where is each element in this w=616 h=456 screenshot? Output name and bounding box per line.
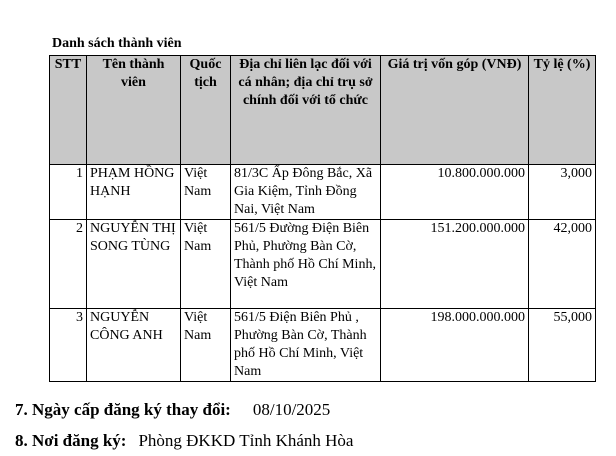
- row-nationality: Việt Nam: [181, 220, 231, 309]
- table-row: [50, 165, 596, 220]
- header-member-name: Tên thành viên: [87, 56, 181, 165]
- change-date-value: 08/10/2025: [252, 400, 331, 419]
- row-ratio: 3,000: [529, 165, 596, 220]
- table-row: [50, 220, 596, 309]
- row-nationality: Việt Nam: [181, 165, 231, 220]
- table-row: [50, 309, 596, 382]
- row-capital: 151.200.000.000: [381, 220, 529, 309]
- header-ratio: Tỷ lệ (%): [529, 56, 596, 165]
- header-stt: STT: [50, 56, 87, 165]
- row-capital: 198.000.000.000: [381, 309, 529, 382]
- change-date-label: 7. Ngày cấp đăng ký thay đổi:: [15, 400, 231, 419]
- row-member-name: NGUYỄN CÔNG ANH: [87, 309, 181, 382]
- registry-line: [15, 431, 353, 451]
- row-nationality: Việt Nam: [181, 309, 231, 382]
- row-ratio: 42,000: [529, 220, 596, 309]
- header-nationality: Quốc tịch: [181, 56, 231, 165]
- row-capital: 10.800.000.000: [381, 165, 529, 220]
- change-date-line: [15, 400, 330, 420]
- header-capital: Giá trị vốn góp (VNĐ): [381, 56, 529, 165]
- members-table: [49, 55, 596, 382]
- row-address: 561/5 Đường Điện Biên Phủ, Phường Bàn Cờ, Thành phố Hồ Chí Minh, Việt Nam: [231, 220, 381, 309]
- table-header-row: [50, 56, 596, 165]
- registry-value: Phòng ĐKKD Tỉnh Khánh Hòa: [138, 431, 354, 450]
- registry-label: 8. Nơi đăng ký:: [15, 431, 127, 450]
- row-address: 81/3C Ấp Đông Bắc, Xã Gia Kiệm, Tỉnh Đồng Nai, Việt Nam: [231, 165, 381, 220]
- row-stt: 1: [50, 165, 87, 220]
- row-ratio: 55,000: [529, 309, 596, 382]
- row-member-name: NGUYỄN THỊ SONG TÙNG: [87, 220, 181, 309]
- row-stt: 2: [50, 220, 87, 309]
- table-caption: Danh sách thành viên: [52, 36, 182, 51]
- row-address: 561/5 Điện Biên Phủ , Phường Bàn Cờ, Thành phố Hồ Chí Minh, Việt Nam: [231, 309, 381, 382]
- row-member-name: PHẠM HỒNG HẠNH: [87, 165, 181, 220]
- row-stt: 3: [50, 309, 87, 382]
- header-address: Địa chỉ liên lạc đối với cá nhân; địa chỉ trụ sở chính đối với tổ chức: [231, 56, 381, 165]
